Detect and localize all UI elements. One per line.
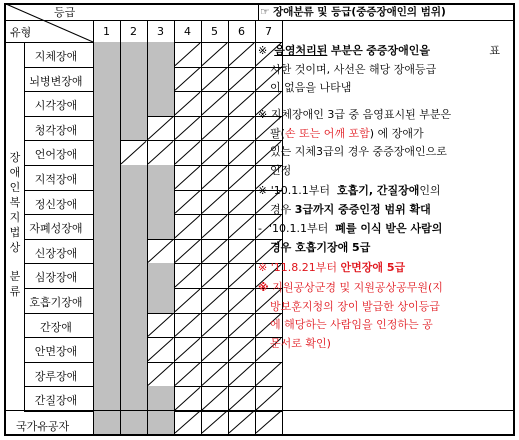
table-title-text: 장애분류 및 등급(중증장애인의 범위) xyxy=(273,6,446,18)
row-label: 장루장애 xyxy=(34,369,78,383)
no-grade-diagonal xyxy=(202,240,227,263)
no-grade-diagonal xyxy=(229,68,254,91)
group-label-char: 인 xyxy=(9,181,21,194)
header-corner-diagonal xyxy=(6,4,93,42)
note-4-line1a: '10.1.1부터 xyxy=(268,222,329,235)
row-label: 뇌병변장애 xyxy=(29,74,83,88)
note-2 xyxy=(258,106,510,180)
row-label: 지적장애 xyxy=(34,173,78,186)
no-grade-diagonal xyxy=(229,387,254,410)
no-grade-diagonal xyxy=(202,338,227,361)
group-label-char: 애 xyxy=(9,166,21,179)
type-header-label: 유형 xyxy=(10,26,32,39)
grade-2: 2 xyxy=(130,25,137,38)
note-3-line1c: 인의 xyxy=(419,184,441,197)
no-grade-diagonal xyxy=(175,314,200,337)
no-grade-diagonal xyxy=(229,141,254,164)
no-grade-diagonal xyxy=(229,289,254,312)
note-4-line2: 경우 호흡기장애 5급 xyxy=(270,240,371,254)
note-3-line1b: 호흡기, 간질장애 xyxy=(336,184,420,197)
row-label: 간질장애 xyxy=(34,394,78,408)
note-5-line1b: 안면장애 5급 xyxy=(340,261,406,274)
group-label-char: 분 xyxy=(9,270,21,283)
no-grade-diagonal xyxy=(202,363,227,386)
no-grade-diagonal xyxy=(256,411,281,433)
note-4-mark: - xyxy=(258,222,262,235)
note-5-line1a: '11.8.21부터 xyxy=(270,261,337,274)
no-grade-diagonal xyxy=(229,264,254,287)
note-4-line1b: 폐를 이식 받은 사람의 xyxy=(335,222,443,235)
no-grade-diagonal xyxy=(175,411,200,433)
no-grade-diagonal xyxy=(202,387,227,410)
row-label: 정신장애 xyxy=(34,197,78,211)
note-6-mark: ※ xyxy=(258,281,269,294)
no-grade-diagonal xyxy=(175,43,200,66)
group-label-char: 지 xyxy=(9,211,21,224)
no-grade-diagonal xyxy=(202,166,227,189)
no-grade-diagonal xyxy=(148,141,173,164)
note-3-line1a: '10.1.1부터 xyxy=(270,184,330,197)
grade-7: 7 xyxy=(265,25,272,38)
no-grade-diagonal xyxy=(229,43,254,66)
no-grade-diagonal xyxy=(175,68,200,91)
note-2-mark: ※ xyxy=(258,108,268,121)
grade-5: 5 xyxy=(211,25,218,38)
row-label: 언어장애 xyxy=(34,148,78,162)
note-5-mark: ※ xyxy=(258,261,268,274)
note-2-line3: 있는 지체3급의 경우 중증장애인으로 xyxy=(270,145,447,158)
no-grade-diagonal xyxy=(202,117,227,140)
veteran-label: 국가유공자 xyxy=(16,420,70,433)
no-grade-diagonal xyxy=(175,92,200,115)
note-1-line3: 이 없음을 나타냄 xyxy=(270,81,352,94)
no-grade-diagonal xyxy=(148,240,173,263)
grade-3: 3 xyxy=(157,25,164,38)
no-grade-diagonal xyxy=(229,338,254,361)
note-5 xyxy=(258,259,510,278)
group-label-char: 법 xyxy=(9,226,21,239)
group-label-char: 복 xyxy=(9,196,21,209)
no-grade-diagonal xyxy=(175,141,200,164)
no-grade-diagonal xyxy=(229,215,254,238)
group-label-char: 상 xyxy=(9,241,21,254)
row-label: 간장애 xyxy=(40,320,72,334)
no-grade-diagonal xyxy=(175,240,200,263)
no-grade-diagonal xyxy=(121,141,146,164)
pointing-hand-icon: ☞ xyxy=(260,6,270,18)
grade-header-label: 등급 xyxy=(54,6,76,19)
no-grade-diagonal xyxy=(175,264,200,287)
group-label-char: 류 xyxy=(9,285,21,298)
no-grade-diagonal xyxy=(256,363,281,386)
no-grade-diagonal xyxy=(175,215,200,238)
note-1 xyxy=(258,42,510,98)
no-grade-diagonal xyxy=(202,191,227,214)
grade-4: 4 xyxy=(184,25,191,38)
no-grade-diagonal xyxy=(202,264,227,287)
note-4 xyxy=(258,220,510,257)
note-2-line2c: ) 에 장애가 xyxy=(369,126,424,140)
no-grade-diagonal xyxy=(175,117,200,140)
note-6-line1: 지원공상군경 및 지원공상공무원(지 xyxy=(272,281,443,294)
no-grade-diagonal xyxy=(229,92,254,115)
note-1-word: 부분은 xyxy=(330,44,363,57)
no-grade-diagonal xyxy=(148,117,173,140)
note-6-line2: 방보훈지청의 장이 발급한 상이등급 xyxy=(270,299,440,313)
no-grade-diagonal xyxy=(202,411,227,433)
row-label: 심장장애 xyxy=(34,271,78,285)
no-grade-diagonal xyxy=(202,314,227,337)
note-6 xyxy=(258,279,510,353)
no-grade-diagonal xyxy=(229,411,254,433)
note-1-end: 표 xyxy=(489,44,500,57)
no-grade-diagonal xyxy=(202,43,227,66)
note-2-line4: 인정 xyxy=(270,163,292,177)
note-3-line2b: 3급까지 중증인정 범위 확대 xyxy=(294,202,431,216)
no-grade-diagonal xyxy=(229,363,254,386)
no-grade-diagonal xyxy=(175,289,200,312)
note-1-line2: 시한 것이며, 사선은 해당 장애등급 xyxy=(270,62,437,76)
group-label xyxy=(8,150,22,299)
row-label: 안면장애 xyxy=(34,345,78,359)
row-label: 시각장애 xyxy=(34,99,78,113)
no-grade-diagonal xyxy=(202,215,227,238)
row-label: 청각장애 xyxy=(34,123,78,137)
group-label-char: 장 xyxy=(9,151,21,164)
grade-1: 1 xyxy=(103,25,110,38)
no-grade-diagonal xyxy=(229,240,254,263)
no-grade-diagonal xyxy=(256,387,281,410)
note-3-line2a: 경우 xyxy=(270,202,292,216)
no-grade-diagonal xyxy=(175,191,200,214)
no-grade-diagonal xyxy=(148,314,173,337)
note-3 xyxy=(258,182,510,219)
row-label: 호흡기장애 xyxy=(29,296,83,309)
no-grade-diagonal xyxy=(202,68,227,91)
no-grade-diagonal xyxy=(202,92,227,115)
note-2-line1: 지체장애인 3급 중 음영표시된 부분은 xyxy=(270,108,452,121)
row-label: 신장장애 xyxy=(34,246,78,260)
no-grade-diagonal xyxy=(202,141,227,164)
no-grade-diagonal xyxy=(175,166,200,189)
note-6-line4: 문서로 확인) xyxy=(270,336,331,350)
no-grade-diagonal xyxy=(229,191,254,214)
no-grade-diagonal xyxy=(175,363,200,386)
note-3-mark: ※ xyxy=(258,184,268,197)
row-label: 자폐성장애 xyxy=(29,222,83,236)
note-2-line2a: 팔( xyxy=(270,126,285,140)
no-grade-diagonal xyxy=(148,338,173,361)
no-grade-diagonal xyxy=(202,289,227,312)
grade-6: 6 xyxy=(238,25,245,38)
no-grade-diagonal xyxy=(229,314,254,337)
no-grade-diagonal xyxy=(148,363,173,386)
note-1-mark: ※ xyxy=(258,44,268,57)
note-1-shaded: 음영처리된 xyxy=(274,44,328,57)
no-grade-diagonal xyxy=(175,338,200,361)
note-6-line3: 에 해당하는 사람임을 인정하는 공 xyxy=(270,318,433,331)
note-2-line2b: 손 또는 어깨 포함 xyxy=(284,126,370,140)
no-grade-diagonal xyxy=(229,117,254,140)
row-label: 지체장애 xyxy=(34,50,78,63)
note-1-severe: 중증장애인을 xyxy=(366,44,431,57)
no-grade-diagonal xyxy=(229,166,254,189)
no-grade-diagonal xyxy=(175,387,200,410)
